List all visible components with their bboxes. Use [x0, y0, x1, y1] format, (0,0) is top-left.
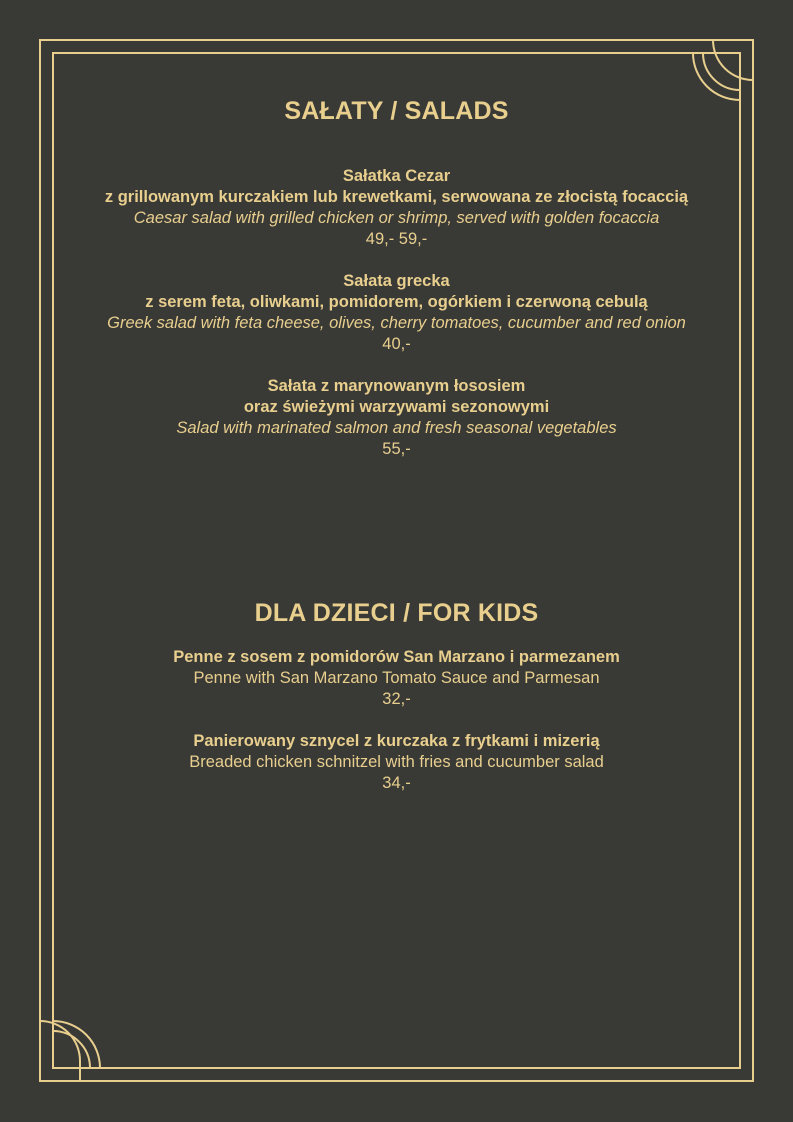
menu-item-greek: [90, 271, 703, 355]
item-description-en: Greek salad with feta cheese, olives, cherry tomatoes, cucumber and red onion: [107, 314, 686, 332]
item-description-en: Breaded chicken schnitzel with fries and cucumber salad: [189, 753, 604, 771]
item-price: 40,-: [382, 335, 411, 353]
menu-item-penne: [90, 647, 703, 710]
item-name: Sałata z marynowanym łososiem: [267, 377, 526, 395]
item-description-pl: z grillowanym kurczakiem lub krewetkami, serwowana ze złocistą focaccią: [104, 188, 689, 206]
menu-item-caesar: [90, 166, 703, 250]
kids-section-title: DLA DZIECI / FOR KIDS: [254, 599, 539, 627]
item-description-pl: oraz świeżymi warzywami sezonowymi: [243, 398, 550, 416]
item-description-en: Caesar salad with grilled chicken or shrimp, served with golden focaccia: [133, 209, 660, 227]
item-description-en: Penne with San Marzano Tomato Sauce and Parmesan: [193, 669, 600, 687]
item-price: 34,-: [382, 774, 411, 792]
item-name: Panierowany sznycel z kurczaka z frytkami i mizerią: [193, 732, 600, 750]
item-price: 32,-: [382, 690, 411, 708]
salads-section-title: SAŁATY / SALADS: [284, 97, 509, 125]
item-price: 49,- 59,-: [365, 230, 428, 248]
item-name: Penne z sosem z pomidorów San Marzano i parmezanem: [173, 648, 620, 666]
item-description-pl: z serem feta, oliwkami, pomidorem, ogórkiem i czerwoną cebulą: [145, 293, 648, 311]
item-description-en: Salad with marinated salmon and fresh seasonal vegetables: [176, 419, 617, 437]
menu-item-salmon: [90, 376, 703, 460]
kids-list: [90, 647, 703, 794]
menu-item-schnitzel: [90, 731, 703, 794]
salads-list: [90, 166, 703, 460]
item-name: Sałata grecka: [343, 272, 450, 290]
item-price: 55,-: [382, 440, 411, 458]
item-name: Sałatka Cezar: [342, 167, 451, 185]
